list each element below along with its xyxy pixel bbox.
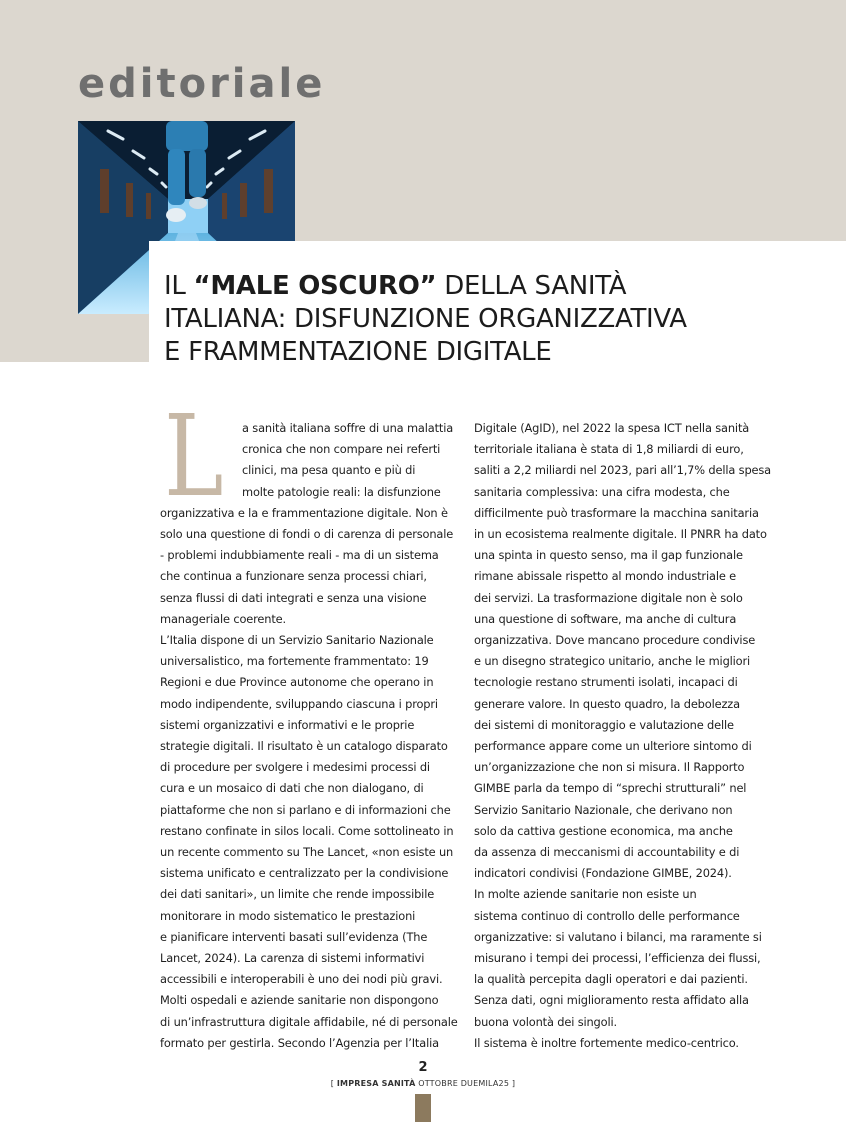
body-text-line: rimane abissale rispetto al mondo industriale e (474, 569, 737, 584)
body-text-line: una questione di software, ma anche di cultura (474, 611, 737, 626)
body-text-line: organizzativa. Dove mancano procedure condivise (474, 633, 756, 648)
body-text-line: Digitale (AgID), nel 2022 la spesa ICT nella sanità (474, 421, 750, 435)
body-text-line: un recente commento su The Lancet, «non esiste un (160, 845, 454, 860)
page-number: 2 (418, 1060, 428, 1075)
body-text-line: territoriale italiana è stata di 1,8 miliardi di euro, (474, 442, 744, 457)
body-text-line: organizzativa e la e frammentazione digitale. Non è (160, 505, 448, 520)
body-text-line: Il sistema è inoltre fortemente medico-centrico. (474, 1035, 739, 1050)
body-text-line: indicatori condivisi (Fondazione GIMBE, 2024). (474, 866, 732, 881)
body-text-line: sistema continuo di controllo delle performance (474, 908, 740, 923)
body-text-line: difficilmente può trasformare la macchina sanitaria (474, 505, 759, 520)
body-text-line: formato per gestirla. Secondo l’Agenzia per l’Italia (160, 1035, 439, 1050)
section-label: editoriale (78, 61, 326, 107)
body-text-line: dei sistemi di monitoraggio e valutazione delle (474, 717, 734, 732)
article-headline (164, 270, 804, 369)
body-text-line: monitorare in modo sistematico le prestazioni (160, 908, 416, 923)
body-text-line: Servizio Sanitario Nazionale, che derivano non (474, 802, 733, 817)
body-text-line: generare valore. In questo quadro, la debolezza (474, 696, 740, 711)
body-text-line: Senza dati, ogni miglioramento resta affidato alla (474, 993, 749, 1008)
headline-line-2: ITALIANA: DISFUNZIONE ORGANIZZATIVA (164, 304, 687, 334)
body-text-line: piattaforme che non si parlano e di informazioni che (160, 802, 451, 817)
body-text-line: Molti ospedali e aziende sanitarie non dispongono (160, 993, 439, 1008)
body-text-line: sanitaria complessiva: una cifra modesta, che (474, 484, 730, 499)
body-text-line: di procedure per svolgere i medesimi processi di (160, 760, 430, 775)
body-text-line: sistemi organizzativi e informativi e le proprie (160, 717, 415, 732)
body-column-right (474, 418, 774, 1054)
body-text-line: che continua a funzionare senza processi chiari, (160, 569, 427, 584)
body-text-line: - problemi indubbiamente reali - ma di un sistema (160, 548, 439, 563)
footer-issue: OTTOBRE DUEMILA25 (415, 1079, 510, 1088)
footer-publication: IMPRESA SANITÀ (336, 1079, 416, 1088)
footer-bracket-close: ] (509, 1079, 516, 1088)
body-text-line: senza flussi di dati integrati e senza una visione (160, 590, 427, 605)
body-text-line: cura e un mosaico di dati che non dialogano, di (160, 781, 424, 796)
body-text-line: dei servizi. La trasformazione digitale non è solo (474, 590, 743, 605)
body-text-line: universalistico, ma fortemente frammentato: 19 (160, 654, 429, 669)
body-text-line: organizzative: si valutano i bilanci, ma raramente si (474, 929, 762, 944)
body-text-line: in un ecosistema realmente digitale. Il PNRR ha dato (474, 527, 767, 542)
body-text-line: un’organizzazione che non si misura. Il Rapporto (474, 760, 745, 775)
body-text-line: solo una questione di fondi o di carenza di personale (160, 527, 454, 542)
body-text-line: solo da cattiva gestione economica, ma anche (474, 823, 733, 838)
body-text-line: una spinta in questo senso, ma il gap funzionale (474, 548, 743, 563)
body-text-line: Lancet, 2024). La carenza di sistemi informativi (160, 951, 425, 966)
body-text-line: tecnologie restano strumenti isolati, incapaci di (474, 675, 738, 690)
headline-line-3: E FRAMMENTAZIONE DIGITALE (164, 337, 552, 367)
body-text-line: cronica che non compare nei referti (242, 442, 441, 457)
footer-bracket-open: [ (330, 1079, 337, 1088)
headline-prefix: IL (164, 271, 194, 301)
body-text-line: accessibili e interoperabili è uno dei nodi più gravi. (160, 972, 443, 987)
body-text-line: buona volontà dei singoli. (474, 1014, 617, 1029)
body-text-line: L’Italia dispone di un Servizio Sanitario Nazionale (160, 633, 434, 648)
body-text-line: Regioni e due Province autonome che operano in (160, 675, 434, 690)
body-text-line: manageriale coerente. (160, 611, 286, 626)
body-text-line: saliti a 2,2 miliardi nel 2023, pari all’1,7% della spesa (474, 463, 772, 478)
body-text-line: da assenza di meccanismi di accountability e di (474, 845, 740, 860)
body-text-line: restano confinate in silos locali. Come sottolineato in (160, 823, 454, 838)
body-text-line: In molte aziende sanitarie non esiste un (474, 887, 697, 902)
drop-cap: L (164, 392, 224, 522)
headline-suffix: DELLA SANITÀ (436, 271, 627, 301)
headline-emphasis: “MALE OSCURO” (193, 271, 437, 301)
footer-masthead (0, 1079, 846, 1088)
body-text-line: GIMBE parla da tempo di “sprechi strutturali” nel (474, 781, 747, 796)
body-text-line: molte patologie reali: la disfunzione (242, 484, 441, 499)
body-column-left (160, 418, 460, 1054)
body-text-line: strategie digitali. Il risultato è un catalogo disparato (160, 739, 448, 754)
body-text-line: e pianificare interventi basati sull’evidenza (The (160, 929, 428, 944)
body-text-line: la qualità percepita dagli operatori e dai pazienti. (474, 972, 748, 987)
page-tab-marker (415, 1094, 431, 1122)
body-text-line: clinici, ma pesa quanto e più di (242, 463, 416, 478)
body-text-line: e un disegno strategico unitario, anche le migliori (474, 654, 751, 669)
body-text-line: dei dati sanitari», un limite che rende impossibile (160, 887, 435, 902)
body-text-line: a sanità italiana soffre di una malattia (242, 421, 454, 435)
body-text-line: modo indipendente, sviluppando ciascuna i propri (160, 696, 438, 711)
body-text-line: di un’infrastruttura digitale affidabile, né di personale (160, 1014, 458, 1029)
body-text-line: performance appare come un ulteriore sintomo di (474, 739, 752, 754)
body-text-line: misurano i tempi dei processi, l’efficienza dei flussi, (474, 951, 761, 966)
body-text-line: sistema unificato e centralizzato per la condivisione (160, 866, 449, 881)
